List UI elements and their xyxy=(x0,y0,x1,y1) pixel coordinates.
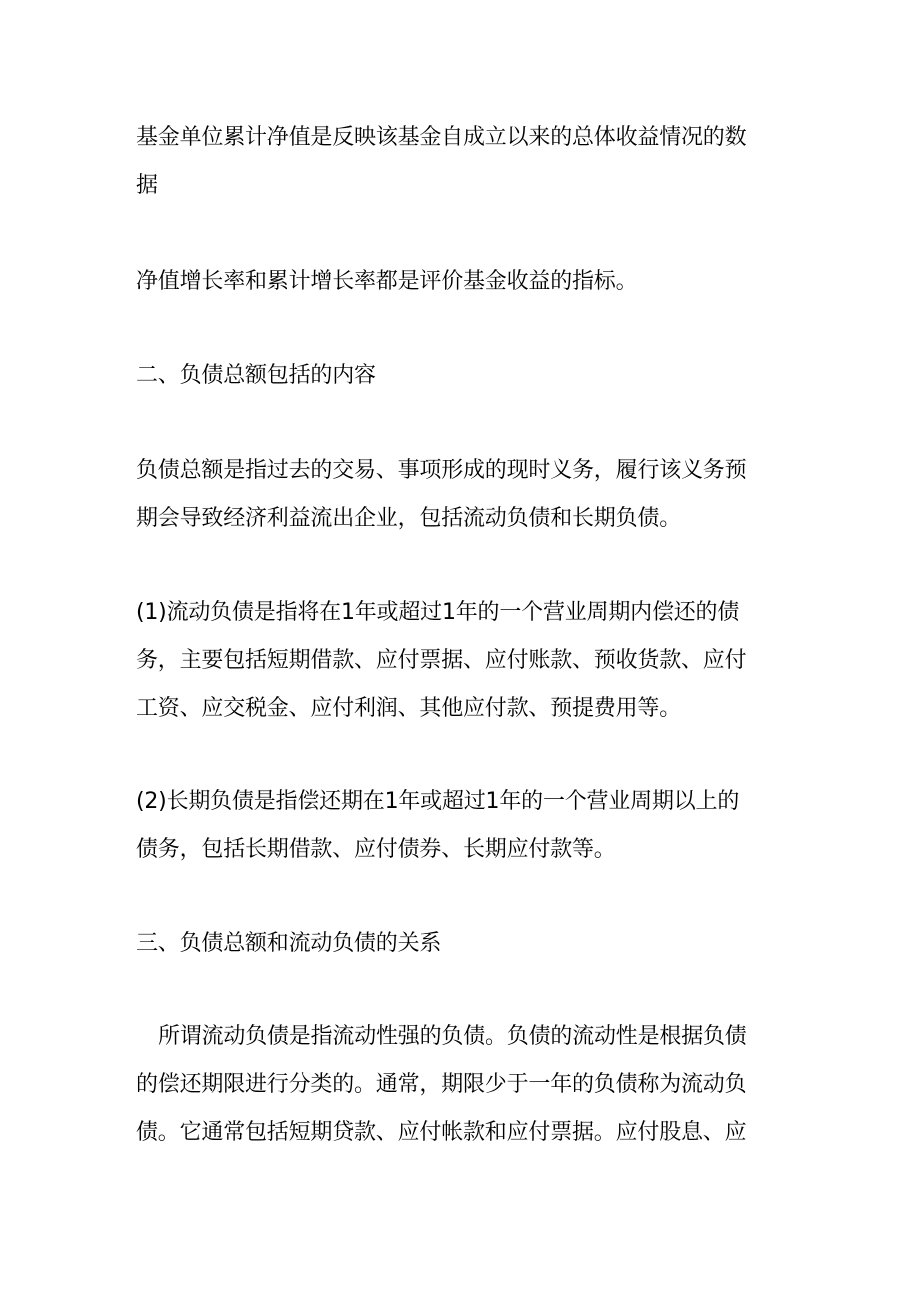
text-line: 所谓流动负债是指流动性强的负债。负债的流动性是根据负债 xyxy=(158,1024,747,1049)
text-line: 债务，包括长期借款、应付债券、长期应付款等。 xyxy=(136,837,616,862)
text-line: 工资、应交税金、应付利润、其他应付款、预提费用等。 xyxy=(136,696,682,721)
paragraph-growth-rate xyxy=(136,258,800,306)
paragraph-cumulative-nav xyxy=(136,114,800,210)
paragraph-long-term-liabilities xyxy=(136,778,800,874)
paragraph-total-liabilities xyxy=(136,447,800,543)
text-line: (1)流动负债是指将在1年或超过1年的一个营业周期内偿还的债 xyxy=(136,600,740,625)
text-line: 据 xyxy=(136,173,158,198)
heading-text: 二、负债总额包括的内容 xyxy=(136,363,376,388)
text-line: 的偿还期限进行分类的。通常，期限少于一年的负债称为流动负 xyxy=(136,1072,747,1097)
text-line: 债。它通常包括短期贷款、应付帐款和应付票据。应付股息、应 xyxy=(136,1120,747,1145)
paragraph-relationship xyxy=(136,1013,800,1157)
section-heading-2 xyxy=(136,352,800,400)
text-line: 基金单位累计净值是反映该基金自成立以来的总体收益情况的数 xyxy=(136,125,747,150)
text-line: 期会导致经济利益流出企业，包括流动负债和长期负债。 xyxy=(136,506,682,531)
text-line: 净值增长率和累计增长率都是评价基金收益的指标。 xyxy=(136,269,638,294)
text-line: 负债总额是指过去的交易、事项形成的现时义务，履行该义务预 xyxy=(136,458,747,483)
section-heading-3 xyxy=(136,920,800,968)
paragraph-current-liabilities xyxy=(136,589,800,733)
text-line: (2)长期负债是指偿还期在1年或超过1年的一个营业周期以上的 xyxy=(136,789,740,814)
heading-text: 三、负债总额和流动负债的关系 xyxy=(136,931,442,956)
text-line: 务，主要包括短期借款、应付票据、应付账款、预收货款、应付 xyxy=(136,648,747,673)
